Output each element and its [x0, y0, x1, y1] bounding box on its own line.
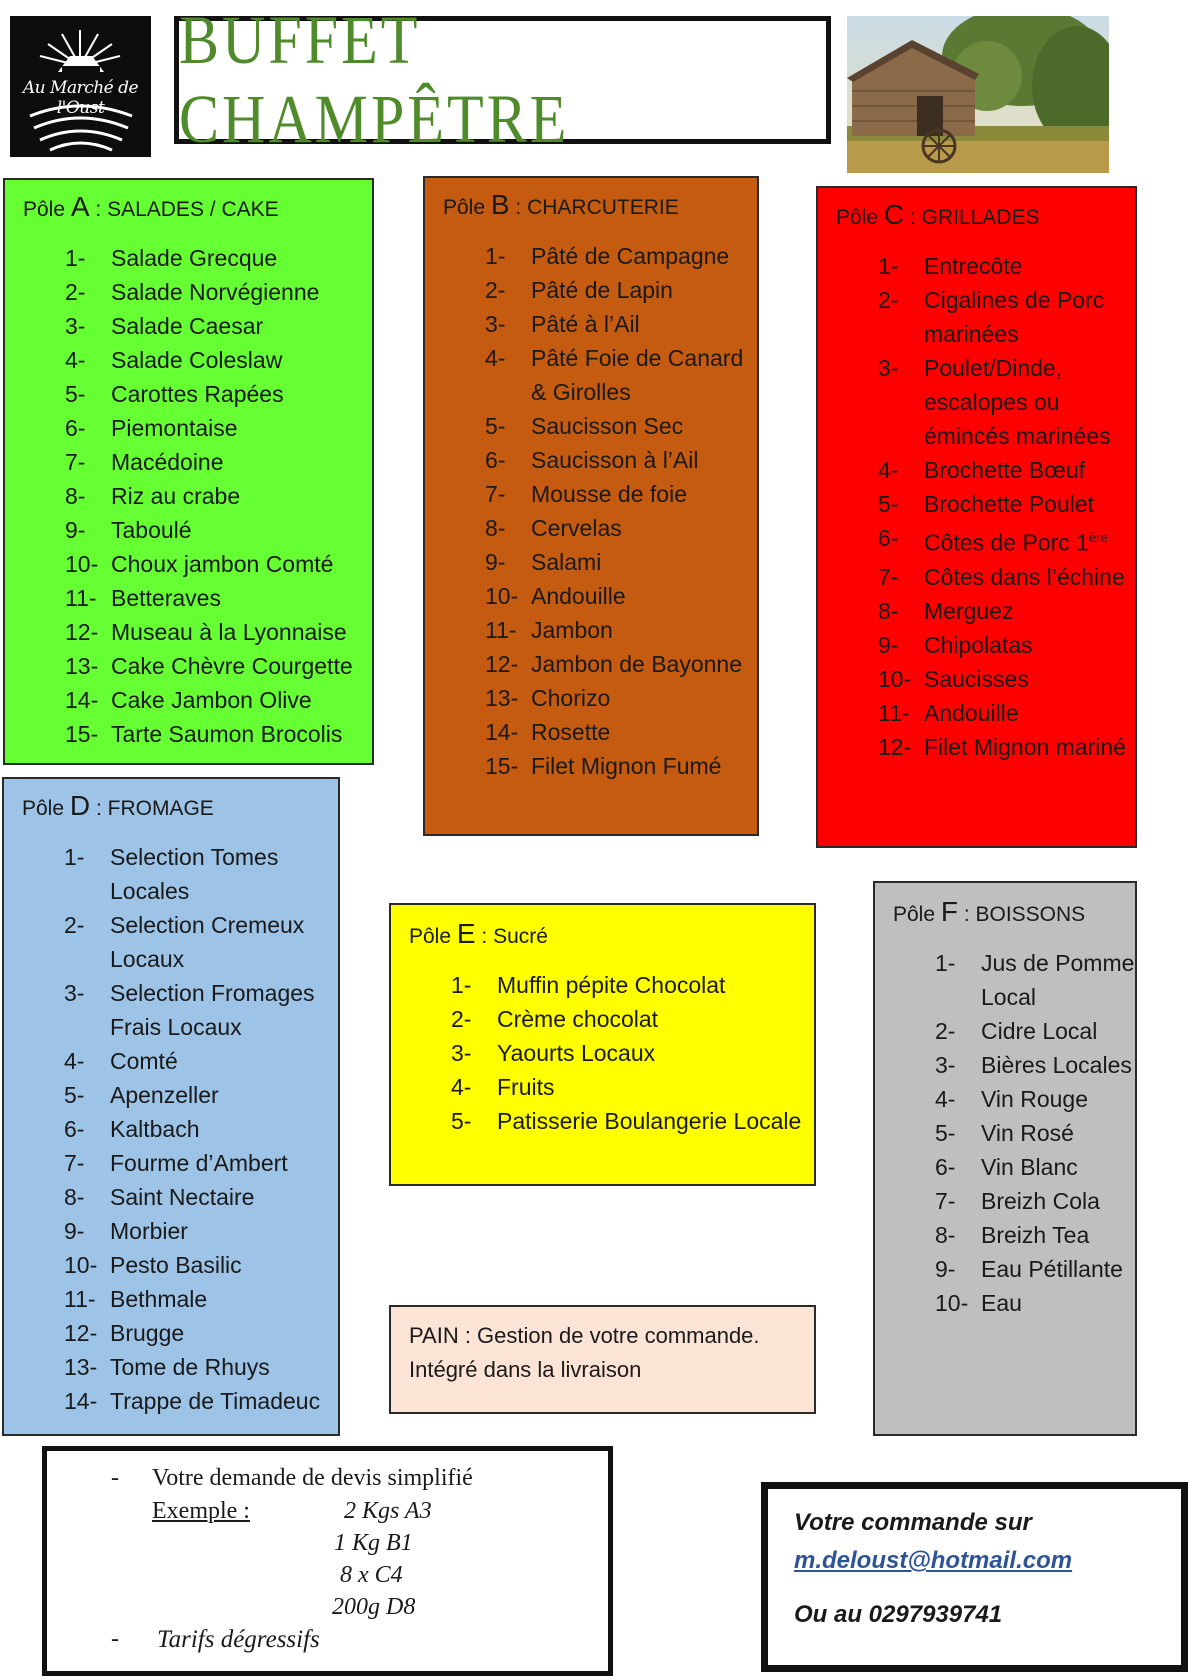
list-item: 12- Museau à la Lyonnaise — [65, 619, 347, 645]
list-item: 6- Saucisson à l’Ail — [485, 447, 699, 473]
list-item: 1- Jus de Pomme Local — [935, 950, 1135, 1010]
pole-c-box — [816, 186, 1137, 848]
list-item: 2- Cigalines de Porc marinées — [878, 287, 1105, 347]
brand-logo — [10, 16, 151, 157]
pole-a-heading: Pôle A : SALADES / CAKE — [23, 191, 279, 222]
pole-b-box — [423, 176, 759, 836]
pole-e-box — [389, 903, 816, 1186]
pole-d-heading: Pôle D : FROMAGE — [22, 790, 214, 821]
order-line-1: Votre commande sur — [794, 1509, 1032, 1536]
list-item: 2- Selection Cremeux Locaux — [64, 912, 305, 972]
barn-image-icon — [847, 16, 1109, 173]
list-item: 2- Salade Norvégienne — [65, 279, 320, 305]
pole-b-heading: Pôle B : CHARCUTERIE — [443, 189, 679, 220]
list-item: 5- Saucisson Sec — [485, 413, 684, 439]
pole-f-list — [875, 946, 1135, 1320]
list-item: 5- Carottes Rapées — [65, 381, 284, 407]
brand-text: Au Marché de l'Oust — [22, 78, 139, 118]
example-line: 8 x C4 — [340, 1562, 403, 1588]
list-item: 9- Taboulé — [65, 517, 192, 543]
quote-intro: Votre demande de devis simplifié — [152, 1465, 473, 1491]
list-item: 15- Tarte Saumon Brocolis — [65, 721, 343, 747]
list-item: 4- Brochette Bœuf — [878, 457, 1086, 483]
barn-photo — [847, 16, 1109, 173]
pain-line-1: PAIN : Gestion de votre commande. — [409, 1323, 760, 1348]
list-item: 1- Salade Grecque — [65, 245, 278, 271]
list-item: 2- Cidre Local — [935, 1018, 1098, 1044]
bullet-dash: - — [111, 1465, 119, 1491]
pole-f-heading: Pôle F : BOISSONS — [893, 896, 1086, 927]
pole-c-list — [818, 249, 1135, 764]
list-item: 11- Bethmale — [64, 1286, 208, 1312]
list-item: 1- Selection Tomes Locales — [64, 844, 279, 904]
title-box — [174, 1, 831, 158]
list-item: 1- Pâté de Campagne — [485, 243, 730, 269]
list-item: 4- Fruits — [451, 1074, 555, 1100]
list-item: 13- Cake Chèvre Courgette — [65, 653, 353, 679]
list-item: 10- Andouille — [485, 583, 626, 609]
list-item: 4- Salade Coleslaw — [65, 347, 283, 373]
list-item: 13- Chorizo — [485, 685, 611, 711]
list-item: 9- Chipolatas — [878, 631, 1033, 658]
pole-d-list — [4, 840, 338, 1418]
example-label: Exemple : — [152, 1498, 250, 1524]
list-item: 6- Piemontaise — [65, 415, 238, 441]
pole-a-box — [3, 178, 374, 765]
list-item: 4- Pâté Foie de Canard & Girolles — [485, 345, 744, 405]
list-item: 8- Riz au crabe — [65, 483, 241, 509]
list-item: 8- Breizh Tea — [935, 1222, 1090, 1248]
list-item: 5- Patisserie Boulangerie Locale — [451, 1108, 802, 1134]
pole-e-heading: Pôle E : Sucré — [409, 918, 548, 949]
pain-line-2: Intégré dans la livraison — [409, 1357, 642, 1382]
bullet-dash: - — [111, 1626, 119, 1652]
page-title: BUFFET CHAMPÊTRE — [179, 1, 570, 158]
list-item: 3- Bières Locales — [935, 1052, 1132, 1078]
list-item: 6- Kaltbach — [64, 1116, 200, 1142]
list-item: 9- Morbier — [64, 1218, 188, 1244]
example-line: 200g D8 — [332, 1594, 416, 1620]
list-item: 5- Vin Rosé — [935, 1120, 1074, 1146]
pole-a-list — [5, 241, 372, 751]
list-item: 3- Pâté à l’Ail — [485, 311, 640, 337]
pole-d-box — [2, 777, 340, 1436]
list-item: 10- Choux jambon Comté — [65, 551, 334, 577]
pole-c-heading: Pôle C : GRILLADES — [836, 199, 1040, 230]
email-link[interactable]: m.deloust@hotmail.com — [794, 1547, 1073, 1574]
list-item: 5- Apenzeller — [64, 1082, 219, 1108]
list-item: 12- Jambon de Bayonne — [485, 651, 742, 677]
quote-box — [42, 1446, 613, 1676]
list-item: 10- Pesto Basilic — [64, 1252, 242, 1278]
list-item: 14- Trappe de Timadeuc — [64, 1388, 321, 1414]
list-item: 11- Andouille — [878, 699, 1019, 726]
list-item: 3- Yaourts Locaux — [451, 1040, 656, 1066]
list-item: 6- Côtes de Porc 1ère — [878, 525, 1108, 556]
pain-box — [389, 1305, 816, 1414]
list-item: 9- Salami — [485, 549, 602, 575]
example-line: 2 Kgs A3 — [344, 1498, 432, 1524]
list-item: 3- Selection Fromages Frais Locaux — [64, 980, 315, 1040]
list-item: 15- Filet Mignon Fumé — [485, 753, 722, 779]
list-item: 2- Crème chocolat — [451, 1006, 659, 1032]
list-item: 14- Rosette — [485, 719, 611, 745]
list-item: 11- Jambon — [485, 617, 613, 643]
list-item: 4- Vin Rouge — [935, 1086, 1088, 1112]
pole-f-box — [873, 881, 1137, 1436]
list-item: 7- Mousse de foie — [485, 481, 687, 507]
list-item: 7- Breizh Cola — [935, 1188, 1100, 1214]
list-item: 12- Brugge — [64, 1320, 185, 1346]
list-item: 11- Betteraves — [65, 585, 221, 611]
list-item: 6- Vin Blanc — [935, 1154, 1078, 1180]
list-item: 3- Salade Caesar — [65, 313, 264, 339]
list-item: 1- Muffin pépite Chocolat — [451, 972, 726, 998]
list-item: 9- Eau Pétillante — [935, 1256, 1123, 1282]
phone-line: Ou au 0297939741 — [794, 1601, 1003, 1628]
list-item: 14- Cake Jambon Olive — [65, 687, 312, 713]
list-item: 7- Macédoine — [65, 449, 224, 475]
list-item: 2- Pâté de Lapin — [485, 277, 673, 303]
list-item: 13- Tome de Rhuys — [64, 1354, 270, 1380]
list-item: 3- Poulet/Dinde, escalopes ou émincés marinées — [878, 355, 1111, 449]
list-item: 8- Saint Nectaire — [64, 1184, 255, 1210]
list-item: 4- Comté — [64, 1048, 178, 1074]
list-item: 7- Côtes dans l’échine — [878, 563, 1125, 590]
list-item: 7- Fourme d’Ambert — [64, 1150, 288, 1176]
pole-b-list — [425, 239, 757, 783]
pole-e-list — [391, 968, 814, 1138]
list-item: 5- Brochette Poulet — [878, 491, 1095, 517]
list-item: 10- Eau — [935, 1290, 1022, 1316]
example-line: 1 Kg B1 — [334, 1530, 413, 1556]
list-item: 12- Filet Mignon mariné — [878, 733, 1126, 760]
list-item: 1- Entrecôte — [878, 253, 1023, 279]
tarifs-note: Tarifs dégressifs — [157, 1626, 320, 1653]
order-box — [761, 1482, 1188, 1672]
list-item: 10- Saucisses — [878, 665, 1029, 692]
list-item: 8- Merguez — [878, 597, 1014, 624]
list-item: 8- Cervelas — [485, 515, 622, 541]
